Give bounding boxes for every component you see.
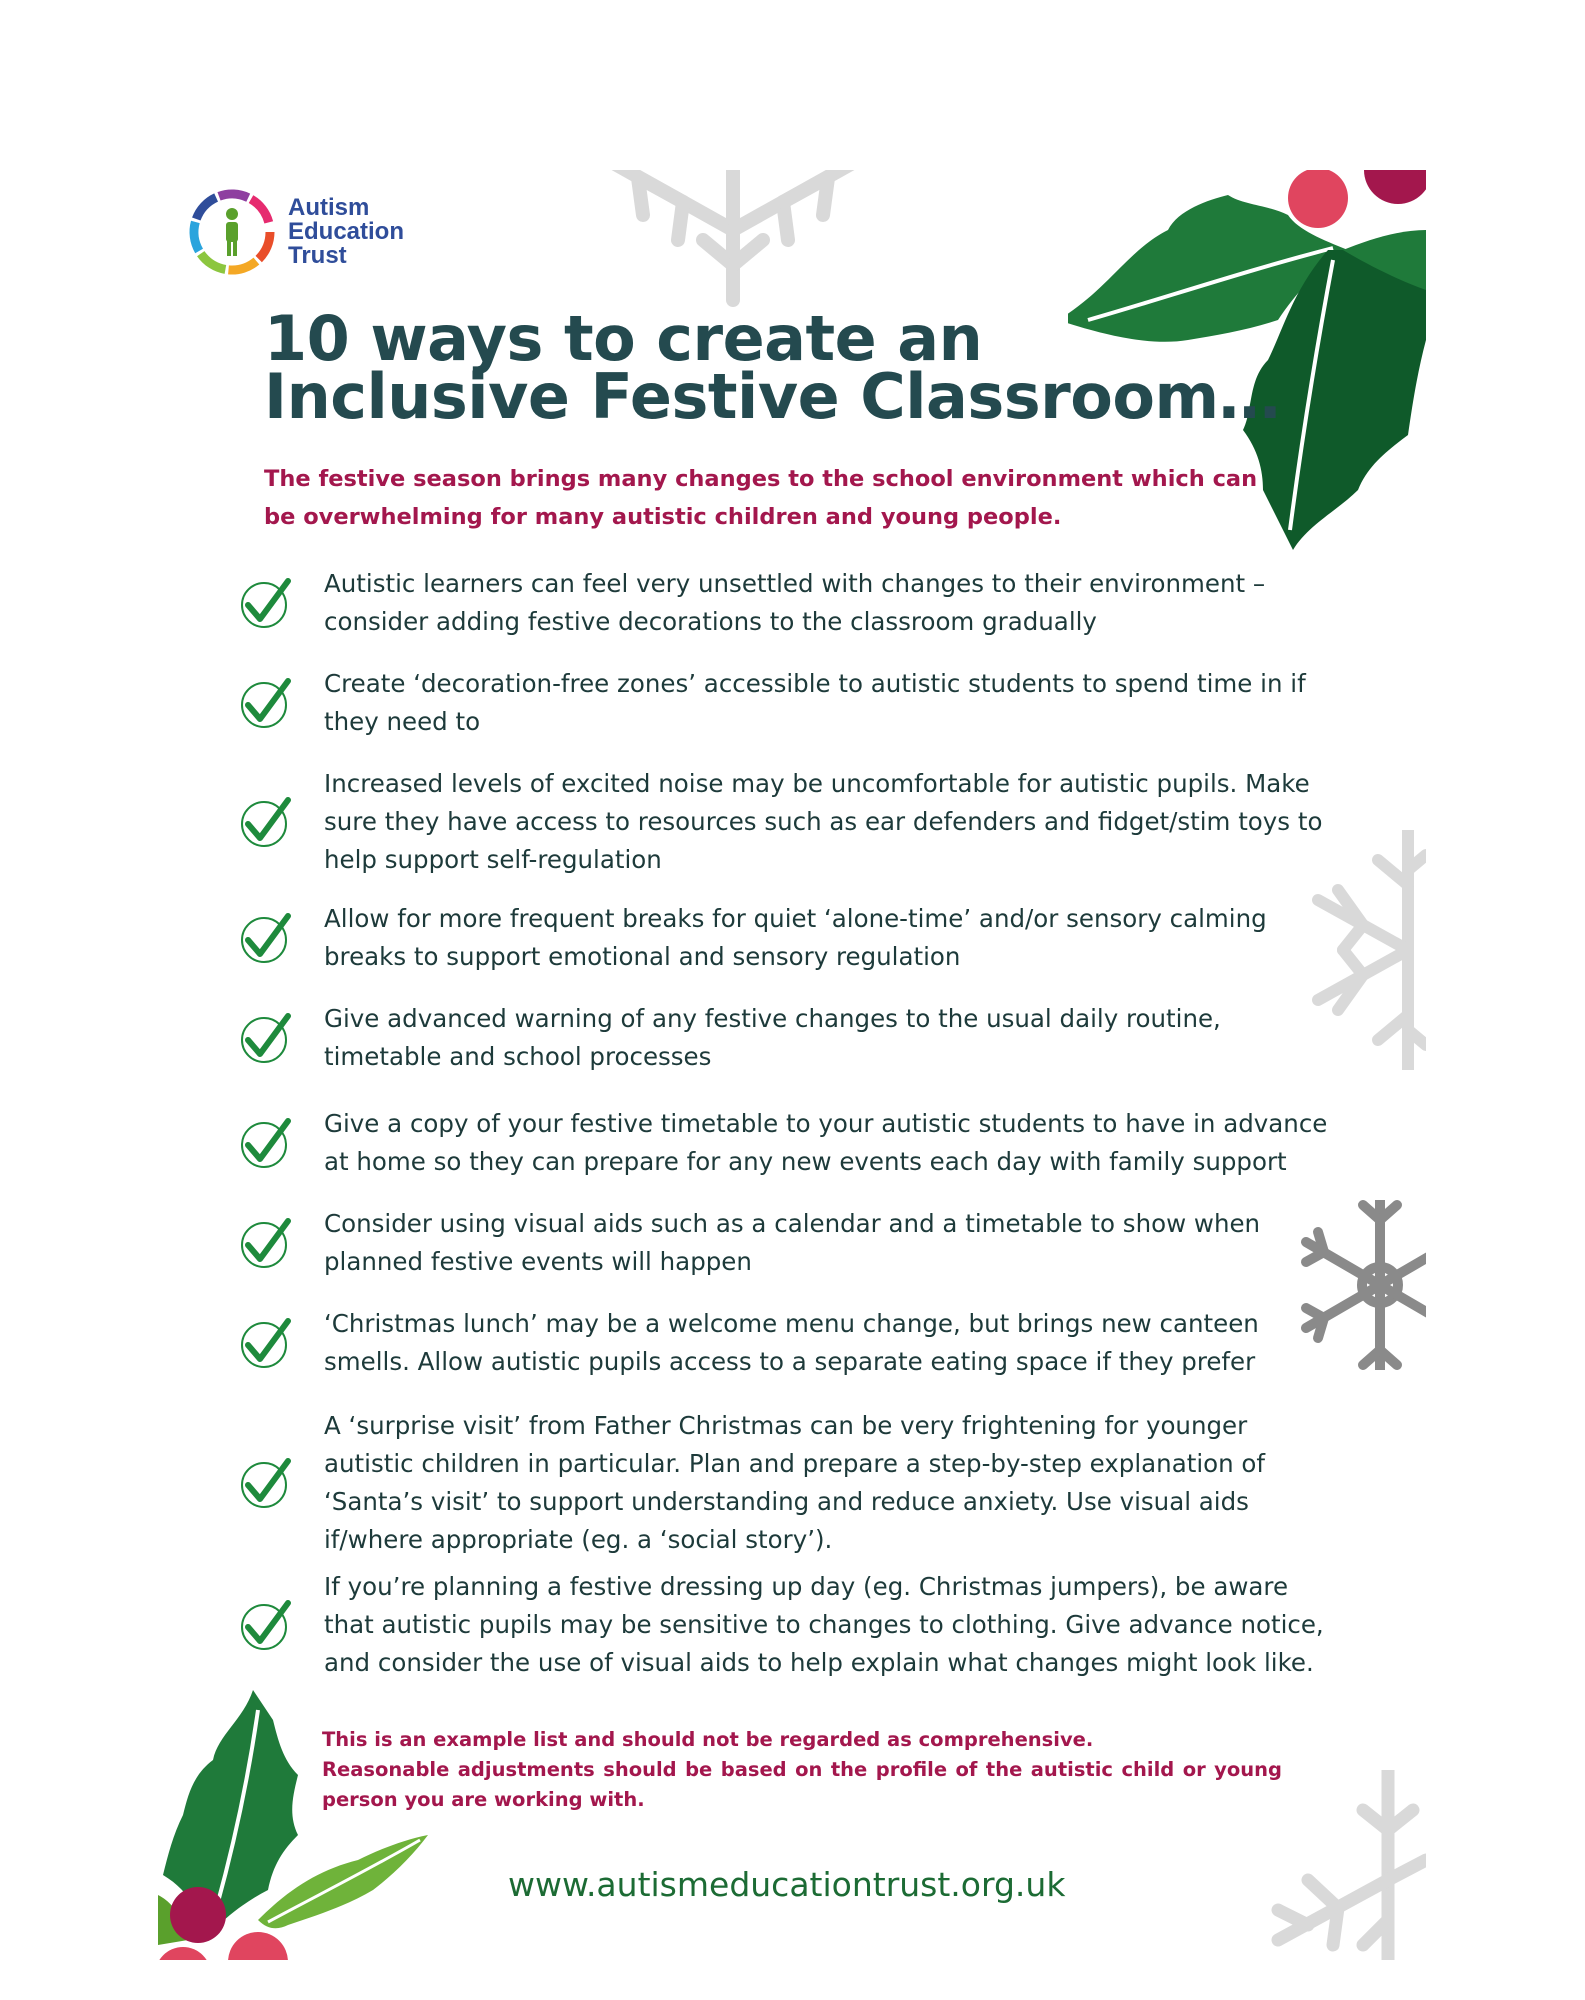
- tip-line: Allow for more frequent breaks for quiet ‘alone-time’ and/or sensory calming: [324, 904, 1267, 933]
- tip-line: Create ‘decoration-free zones’ accessible to autistic students to spend time in if: [324, 669, 1306, 698]
- tip-line: if/where appropriate (eg. a ‘social story’).: [324, 1525, 833, 1554]
- tip-line: ‘Santa’s visit’ to support understanding and reduce anxiety. Use visual aids: [324, 1487, 1249, 1516]
- tip-line: Autistic learners can feel very unsettled with changes to their environment –: [324, 569, 1266, 598]
- tip-line: ‘Christmas lunch’ may be a welcome menu change, but brings new canteen: [324, 1309, 1259, 1338]
- tip-line: that autistic pupils may be sensitive to changes to clothing. Give advance notice,: [324, 1610, 1324, 1639]
- tip-line: consider adding festive decorations to the classroom gradually: [324, 607, 1097, 636]
- tip-line: Give a copy of your festive timetable to your autistic students to have in advance: [324, 1109, 1328, 1138]
- tip-text: [324, 565, 1344, 641]
- poster: [158, 170, 1426, 1960]
- tip-line: breaks to support emotional and sensory regulation: [324, 942, 961, 971]
- tip-line: at home so they can prepare for any new events each day with family support: [324, 1147, 1287, 1176]
- note-line: This is an example list and should not be regarded as comprehensive.: [322, 1728, 1094, 1751]
- snowflake-icon: [598, 170, 868, 310]
- title-line: Inclusive Festive Classroom…: [264, 360, 1281, 433]
- tip-text: [324, 1407, 1344, 1559]
- tip-line: and consider the use of visual aids to help explain what changes might look like.: [324, 1648, 1314, 1677]
- tip-line: A ‘surprise visit’ from Father Christmas can be very frightening for younger: [324, 1411, 1248, 1440]
- snowflake-icon: [1268, 1770, 1426, 1960]
- check-icon: [238, 1597, 294, 1653]
- berry-icon: [170, 1887, 226, 1943]
- tip-text: [324, 1000, 1344, 1076]
- tip-line: planned festive events will happen: [324, 1247, 752, 1276]
- tip-text: [324, 765, 1344, 879]
- check-icon: [238, 1315, 294, 1371]
- page-title: [264, 302, 1281, 433]
- tip-line: help support self-regulation: [324, 845, 662, 874]
- check-icon: [238, 910, 294, 966]
- tip-line: If you’re planning a festive dressing up day (eg. Christmas jumpers), be aware: [324, 1572, 1289, 1601]
- check-icon: [238, 675, 294, 731]
- tip-line: Give advanced warning of any festive changes to the usual daily routine,: [324, 1004, 1221, 1033]
- tip-text: [324, 665, 1344, 741]
- tip-text: [324, 900, 1344, 976]
- berry-icon: [1288, 170, 1348, 228]
- check-icon: [238, 794, 294, 850]
- tip-text: [324, 1205, 1344, 1281]
- tip-line: sure they have access to resources such as ear defenders and fidget/stim toys to: [324, 807, 1323, 836]
- intro-text: [264, 460, 1294, 536]
- logo-wordmark: [288, 196, 404, 268]
- tip-line: Consider using visual aids such as a calendar and a timetable to show when: [324, 1209, 1261, 1238]
- logo: [186, 186, 404, 278]
- website-link[interactable]: www.autismeducationtrust.org.uk: [508, 1865, 1066, 1904]
- tip-line: timetable and school processes: [324, 1042, 712, 1071]
- intro-line: be overwhelming for many autistic children and young people.: [264, 504, 1062, 530]
- tip-text: [324, 1105, 1344, 1181]
- logo-people-icon: [186, 186, 278, 278]
- title-line: 10 ways to create an: [264, 302, 983, 375]
- logo-line: Autism: [288, 194, 370, 221]
- intro-line: The festive season brings many changes to the school environment which can: [264, 466, 1258, 492]
- disclaimer-note: [322, 1725, 1282, 1815]
- check-icon: [238, 1010, 294, 1066]
- logo-line: Education: [288, 218, 405, 245]
- logo-line: Trust: [288, 242, 347, 269]
- check-icon: [238, 575, 294, 631]
- tip-text: [324, 1305, 1344, 1381]
- tip-text: [324, 1568, 1344, 1682]
- note-line: Reasonable adjustments should be based on the profile of the autistic child or young: [322, 1758, 1282, 1781]
- check-icon: [238, 1115, 294, 1171]
- check-icon: [238, 1215, 294, 1271]
- tip-line: smells. Allow autistic pupils access to a separate eating space if they prefer: [324, 1347, 1256, 1376]
- tip-line: autistic children in particular. Plan and prepare a step-by-step explanation of: [324, 1449, 1266, 1478]
- tip-line: they need to: [324, 707, 481, 736]
- check-icon: [238, 1455, 294, 1511]
- tip-line: Increased levels of excited noise may be uncomfortable for autistic pupils. Make: [324, 769, 1310, 798]
- note-line: person you are working with.: [322, 1788, 645, 1811]
